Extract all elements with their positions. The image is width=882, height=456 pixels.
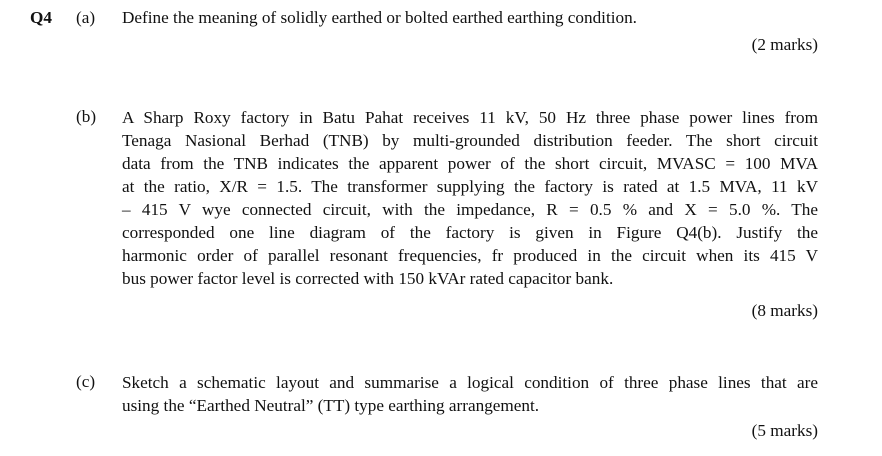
part-b-line-1: A Sharp Roxy factory in Batu Pahat receives 11 kV, 50 Hz three phase power lines from [122, 108, 818, 127]
part-b-line-2: Tenaga Nasional Berhad (TNB) by multi-grounded distribution feeder. The short circuit [122, 131, 818, 150]
question-number: Q4 [30, 8, 52, 27]
part-b-line-7: harmonic order of parallel resonant frequencies, fr produced in the circuit when its 415 V [122, 246, 818, 265]
part-b-marks: (8 marks) [751, 301, 818, 320]
part-a-label: (a) [76, 8, 96, 27]
part-b-line-3: data from the TNB indicates the apparent power of the short circuit, MVASC = 100 MVA [122, 154, 818, 173]
part-a-text: Define the meaning of solidly earthed or bolted earthed earthing condition. [122, 8, 637, 27]
part-b-line-6: corresponded one line diagram of the factory is given in Figure Q4(b). Justify the [122, 223, 818, 242]
part-c-line-1: Sketch a schematic layout and summarise a logical condition of three phase lines that are [122, 373, 818, 392]
part-b-line-8: bus power factor level is corrected with 150 kVAr rated capacitor bank. [122, 269, 614, 288]
part-b-line-5: – 415 V wye connected circuit, with the impedance, R = 0.5 % and X = 5.0 %. The [122, 200, 818, 219]
part-c-marks: (5 marks) [751, 421, 818, 440]
part-c-label: (c) [76, 372, 96, 391]
part-c-line-2: using the “Earthed Neutral” (TT) type earthing arrangement. [122, 396, 540, 415]
part-b-line-4: at the ratio, X/R = 1.5. The transformer supplying the factory is rated at 1.5 MVA, 11 kV [122, 177, 818, 196]
part-b-label: (b) [76, 107, 97, 126]
part-a-marks: (2 marks) [751, 35, 818, 54]
